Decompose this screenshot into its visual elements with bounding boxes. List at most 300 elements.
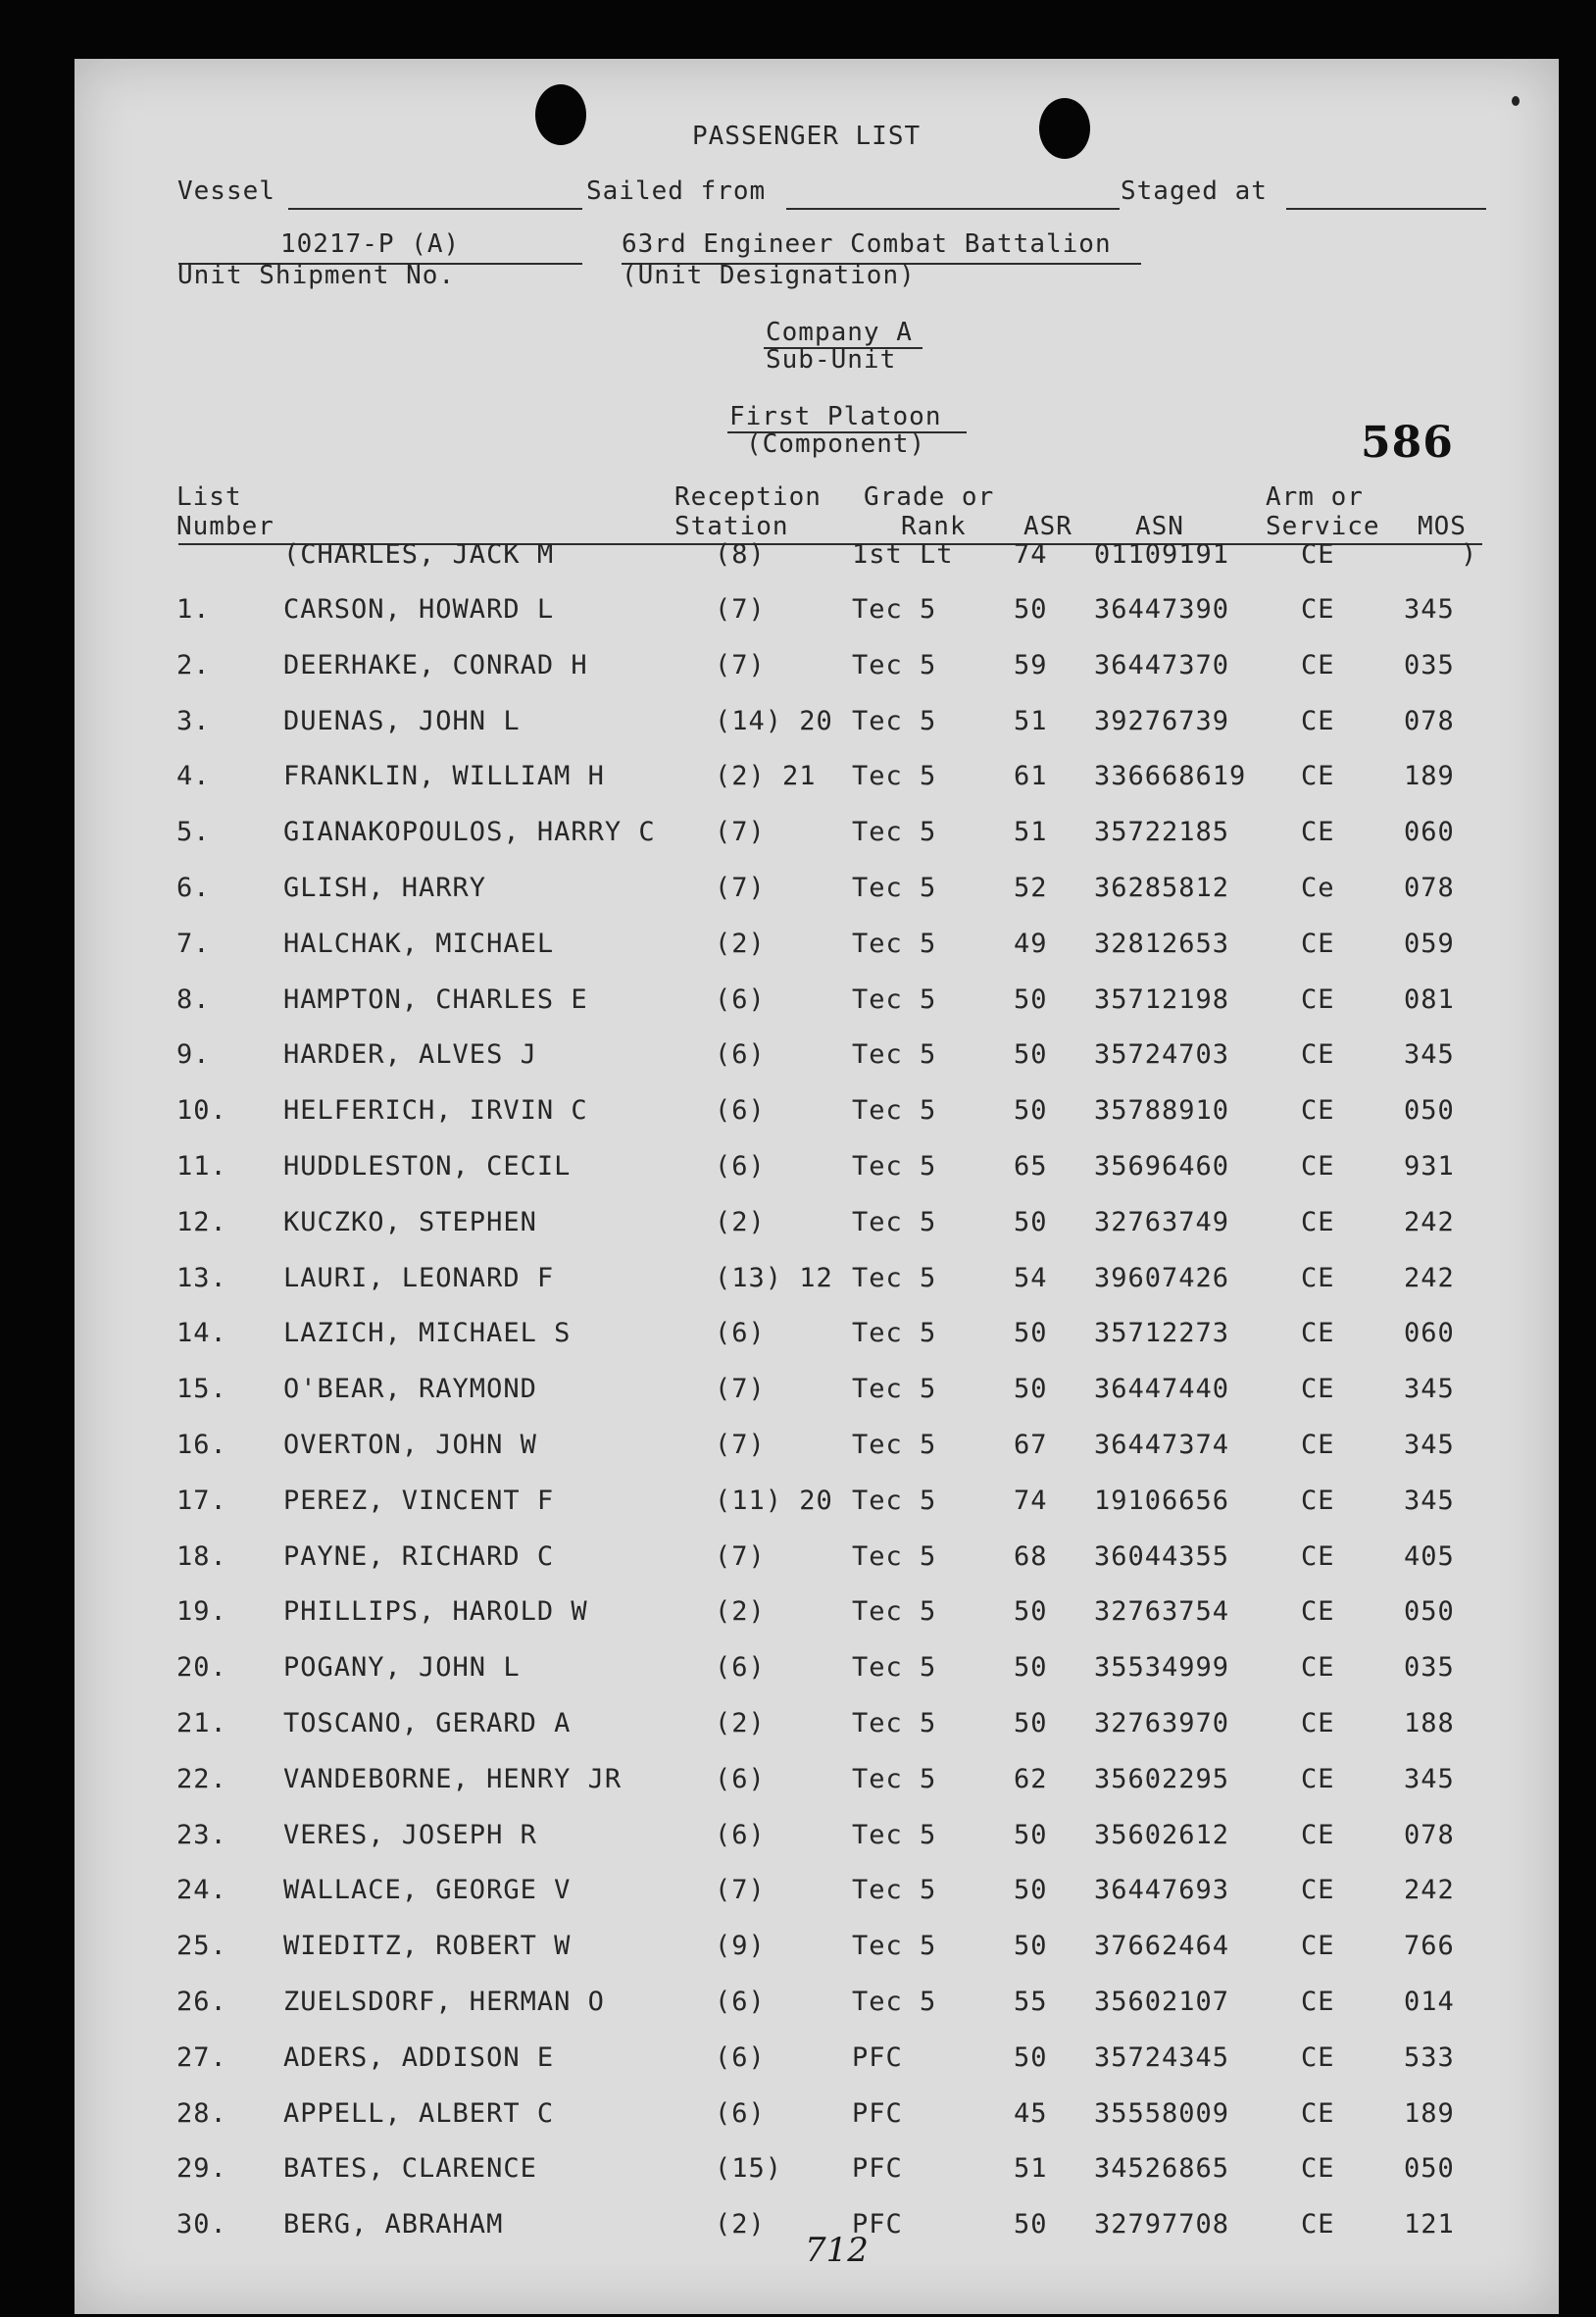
serial-number: 35712198 — [1094, 983, 1230, 1015]
serial-number: 35558009 — [1094, 2097, 1230, 2129]
grade-rank: Tec 5 — [852, 1206, 937, 1237]
serial-number: 36447693 — [1094, 1875, 1230, 1906]
arm-service: CE — [1301, 1987, 1335, 2017]
reception-station: (7) — [715, 1540, 766, 1572]
arm-service: CE — [1301, 1540, 1335, 1572]
arm-service: CE — [1301, 1485, 1335, 1516]
grade-rank: Tec 5 — [852, 1763, 937, 1794]
officer-grade: 1st Lt — [852, 539, 954, 570]
mos-code: 050 — [1404, 2153, 1455, 2185]
sub-unit: Company A — [766, 318, 913, 347]
table-row — [75, 2040, 1559, 2080]
asr-score: 51 — [1014, 2153, 1048, 2185]
serial-number: 34526865 — [1094, 2153, 1230, 2185]
table-row — [75, 1929, 1559, 1968]
reception-station: (11) 20 — [715, 1485, 833, 1516]
reception-station: (6) — [715, 1763, 766, 1794]
row-number: 15. — [176, 1374, 227, 1405]
asr-score: 50 — [1014, 1708, 1048, 1738]
passenger-name: BATES, CLARENCE — [283, 2153, 537, 2185]
row-number: 5. — [176, 817, 211, 848]
mos-code: 060 — [1404, 1318, 1455, 1349]
passenger-name: ZUELSDORF, HERMAN O — [283, 1987, 605, 2017]
grade-rank: Tec 5 — [852, 705, 937, 736]
passenger-name: HELFERICH, IRVIN C — [283, 1095, 588, 1127]
officer-arm: CE — [1301, 539, 1335, 570]
mos-code: 078 — [1404, 873, 1455, 903]
table-row — [75, 759, 1559, 798]
col-reception-station: Reception Station — [674, 482, 822, 541]
arm-service: CE — [1301, 2041, 1335, 2073]
vessel-field-line — [288, 208, 582, 210]
passenger-name: DEERHAKE, CONRAD H — [283, 649, 588, 680]
grade-rank: Tec 5 — [852, 817, 937, 848]
serial-number: 35602295 — [1094, 1763, 1230, 1794]
asr-score: 50 — [1014, 1819, 1048, 1850]
arm-service: CE — [1301, 1931, 1335, 1962]
unit-shipment-number: 10217-P (A) — [280, 229, 461, 259]
table-row — [75, 927, 1559, 966]
unit-designation: 63rd Engineer Combat Battalion — [622, 229, 1112, 259]
asr-score: 50 — [1014, 1206, 1048, 1237]
asr-score: 62 — [1014, 1763, 1048, 1794]
col-list-number: List Number — [176, 482, 274, 541]
passenger-name: HAMPTON, CHARLES E — [283, 983, 588, 1015]
punch-hole-left — [535, 84, 586, 145]
arm-service: CE — [1301, 1095, 1335, 1127]
asr-score: 50 — [1014, 594, 1048, 625]
staged-at-label: Staged at — [1121, 176, 1268, 206]
arm-service: CE — [1301, 1206, 1335, 1237]
mos-code: 345 — [1404, 1039, 1455, 1071]
table-row — [75, 648, 1559, 687]
serial-number: 19106656 — [1094, 1485, 1230, 1516]
passenger-name: FRANKLIN, WILLIAM H — [283, 761, 605, 792]
asr-score: 65 — [1014, 1151, 1048, 1182]
passenger-name: HALCHAK, MICHAEL — [283, 928, 555, 959]
passenger-name: APPELL, ALBERT C — [283, 2097, 555, 2129]
row-number: 12. — [176, 1206, 227, 1237]
passenger-name: WALLACE, GEORGE V — [283, 1875, 572, 1906]
reception-station: (6) — [715, 1095, 766, 1127]
mos-code: 014 — [1404, 1987, 1455, 2017]
table-row — [75, 982, 1559, 1022]
arm-service: CE — [1301, 983, 1335, 1015]
reception-station: (6) — [715, 1151, 766, 1182]
row-number: 7. — [176, 928, 211, 959]
asr-score: 49 — [1014, 928, 1048, 959]
arm-service: CE — [1301, 1318, 1335, 1349]
mos-code: 035 — [1404, 649, 1455, 680]
row-number: 24. — [176, 1875, 227, 1906]
arm-service: CE — [1301, 1430, 1335, 1460]
arm-service: CE — [1301, 594, 1335, 625]
arm-service: CE — [1301, 1708, 1335, 1738]
mos-code: 050 — [1404, 1095, 1455, 1127]
arm-service: Ce — [1301, 873, 1335, 903]
table-row — [75, 1706, 1559, 1745]
mos-code: 345 — [1404, 1763, 1455, 1794]
serial-number: 37662464 — [1094, 1931, 1230, 1962]
passenger-name: CARSON, HOWARD L — [283, 594, 555, 625]
row-number: 26. — [176, 1987, 227, 2017]
grade-rank: Tec 5 — [852, 649, 937, 680]
grade-rank: Tec 5 — [852, 1262, 937, 1293]
serial-number: 35602107 — [1094, 1987, 1230, 2017]
passenger-name: VANDEBORNE, HENRY JR — [283, 1763, 623, 1794]
sub-unit-label: Sub-Unit — [766, 345, 897, 375]
table-row — [75, 1650, 1559, 1689]
col-mos: MOS — [1418, 512, 1467, 541]
grade-rank: Tec 5 — [852, 1318, 937, 1349]
serial-number: 35534999 — [1094, 1652, 1230, 1684]
staged-at-field-line — [1286, 208, 1486, 210]
reception-station: (2) 21 — [715, 761, 817, 792]
serial-number: 32763754 — [1094, 1596, 1230, 1628]
arm-service: CE — [1301, 2209, 1335, 2241]
row-number: 16. — [176, 1430, 227, 1460]
mos-code: 345 — [1404, 1485, 1455, 1516]
row-number: 3. — [176, 705, 211, 736]
reception-station: (2) — [715, 928, 766, 959]
asr-score: 50 — [1014, 1596, 1048, 1628]
arm-service: CE — [1301, 705, 1335, 736]
mos-code: 060 — [1404, 817, 1455, 848]
serial-number: 36447370 — [1094, 649, 1230, 680]
reception-station: (6) — [715, 1819, 766, 1850]
officer-reception: (8) — [715, 539, 766, 570]
asr-score: 50 — [1014, 1652, 1048, 1684]
asr-score: 55 — [1014, 1987, 1048, 2017]
row-number: 4. — [176, 761, 211, 792]
mos-code: 242 — [1404, 1875, 1455, 1906]
table-row — [75, 1873, 1559, 1912]
reception-station: (6) — [715, 2097, 766, 2129]
officer-asr: 74 — [1014, 539, 1048, 570]
sailed-from-label: Sailed from — [586, 176, 767, 206]
unit-designation-label: (Unit Designation) — [622, 261, 916, 290]
asr-score: 50 — [1014, 2209, 1048, 2241]
serial-number: 32763749 — [1094, 1206, 1230, 1237]
table-row — [75, 1762, 1559, 1801]
row-number: 29. — [176, 2153, 227, 2185]
passenger-name: KUCZKO, STEPHEN — [283, 1206, 537, 1237]
component-label: (Component) — [746, 429, 926, 459]
arm-service: CE — [1301, 649, 1335, 680]
asr-score: 61 — [1014, 761, 1048, 792]
table-row — [75, 1372, 1559, 1411]
asr-score: 50 — [1014, 983, 1048, 1015]
asr-score: 68 — [1014, 1540, 1048, 1572]
reception-station: (6) — [715, 1652, 766, 1684]
serial-number: 35602612 — [1094, 1819, 1230, 1850]
table-row — [75, 1484, 1559, 1523]
passenger-name: PHILLIPS, HAROLD W — [283, 1596, 588, 1628]
table-row-officer — [75, 537, 1559, 577]
table-row — [75, 1037, 1559, 1077]
arm-service: CE — [1301, 1875, 1335, 1906]
mos-code: 121 — [1404, 2209, 1455, 2241]
passenger-name: DUENAS, JOHN L — [283, 705, 521, 736]
reception-station: (7) — [715, 873, 766, 903]
mos-code: 035 — [1404, 1652, 1455, 1684]
grade-rank: Tec 5 — [852, 1652, 937, 1684]
row-number: 14. — [176, 1318, 227, 1349]
serial-number: 35712273 — [1094, 1318, 1230, 1349]
grade-rank: Tec 5 — [852, 594, 937, 625]
arm-service: CE — [1301, 1763, 1335, 1794]
punch-hole-right — [1039, 98, 1090, 159]
row-number: 28. — [176, 2097, 227, 2129]
arm-service: CE — [1301, 1039, 1335, 1071]
row-number: 27. — [176, 2041, 227, 2073]
reception-station: (2) — [715, 1206, 766, 1237]
serial-number: 36447440 — [1094, 1374, 1230, 1405]
page-number-stamp: 586 — [1361, 418, 1454, 468]
arm-service: CE — [1301, 2153, 1335, 2185]
mos-code: 081 — [1404, 983, 1455, 1015]
arm-service: CE — [1301, 1819, 1335, 1850]
table-row — [75, 1093, 1559, 1133]
arm-service: CE — [1301, 2097, 1335, 2129]
row-number: 17. — [176, 1485, 227, 1516]
grade-rank: Tec 5 — [852, 983, 937, 1015]
serial-number: 36447390 — [1094, 594, 1230, 625]
handwritten-note: 712 — [805, 2231, 869, 2270]
passenger-name: LAZICH, MICHAEL S — [283, 1318, 572, 1349]
reception-station: (7) — [715, 1374, 766, 1405]
serial-number: 336668619 — [1094, 761, 1247, 792]
arm-service: CE — [1301, 1652, 1335, 1684]
sailed-from-field-line — [786, 208, 1120, 210]
mos-code: 242 — [1404, 1206, 1455, 1237]
serial-number: 39276739 — [1094, 705, 1230, 736]
table-row — [75, 1428, 1559, 1467]
table-row — [75, 592, 1559, 631]
serial-number: 35724345 — [1094, 2041, 1230, 2073]
grade-rank: Tec 5 — [852, 1540, 937, 1572]
serial-number: 36285812 — [1094, 873, 1230, 903]
mos-code: 345 — [1404, 1374, 1455, 1405]
table-row — [75, 1818, 1559, 1857]
mos-code: 242 — [1404, 1262, 1455, 1293]
col-grade-rank: Grade or Rank — [864, 482, 995, 541]
row-number: 10. — [176, 1095, 227, 1127]
passenger-name: HARDER, ALVES J — [283, 1039, 537, 1071]
grade-rank: Tec 5 — [852, 1931, 937, 1962]
asr-score: 54 — [1014, 1262, 1048, 1293]
asr-score: 50 — [1014, 1931, 1048, 1962]
asr-score: 50 — [1014, 2041, 1048, 2073]
mos-code: 189 — [1404, 761, 1455, 792]
passenger-name: PAYNE, RICHARD C — [283, 1540, 555, 1572]
passenger-name: GIANAKOPOULOS, HARRY C — [283, 817, 656, 848]
table-row — [75, 1594, 1559, 1634]
passenger-name: VERES, JOSEPH R — [283, 1819, 537, 1850]
mos-code: 345 — [1404, 1430, 1455, 1460]
asr-score: 45 — [1014, 2097, 1048, 2129]
grade-rank: Tec 5 — [852, 1039, 937, 1071]
reception-station: (7) — [715, 649, 766, 680]
arm-service: CE — [1301, 1151, 1335, 1182]
row-number: 1. — [176, 594, 211, 625]
grade-rank: Tec 5 — [852, 1430, 937, 1460]
passenger-name: ADERS, ADDISON E — [283, 2041, 555, 2073]
reception-station: (9) — [715, 1931, 766, 1962]
reception-station: (7) — [715, 1875, 766, 1906]
passenger-name: GLISH, HARRY — [283, 873, 487, 903]
reception-station: (2) — [715, 2209, 766, 2241]
serial-number: 35722185 — [1094, 817, 1230, 848]
reception-station: (7) — [715, 1430, 766, 1460]
serial-number: 32812653 — [1094, 928, 1230, 959]
grade-rank: Tec 5 — [852, 1095, 937, 1127]
grade-rank: Tec 5 — [852, 1374, 937, 1405]
grade-rank: PFC — [852, 2153, 903, 2185]
serial-number: 39607426 — [1094, 1262, 1230, 1293]
reception-station: (6) — [715, 1318, 766, 1349]
mos-code: 345 — [1404, 594, 1455, 625]
table-row — [75, 815, 1559, 854]
passenger-name: TOSCANO, GERARD A — [283, 1708, 572, 1738]
row-number: 6. — [176, 873, 211, 903]
grade-rank: Tec 5 — [852, 1708, 937, 1738]
row-number: 13. — [176, 1262, 227, 1293]
officer-mos: ) — [1461, 539, 1478, 570]
grade-rank: PFC — [852, 2097, 903, 2129]
reception-station: (6) — [715, 2041, 766, 2073]
grade-rank: Tec 5 — [852, 1819, 937, 1850]
table-row — [75, 871, 1559, 910]
reception-station: (7) — [715, 817, 766, 848]
officer-asn: 01109191 — [1094, 539, 1230, 570]
table-row — [75, 1205, 1559, 1244]
row-number: 18. — [176, 1540, 227, 1572]
row-number: 2. — [176, 649, 211, 680]
table-row — [75, 1261, 1559, 1300]
row-number: 30. — [176, 2209, 227, 2241]
unit-shipment-label: Unit Shipment No. — [177, 261, 456, 290]
page-title: PASSENGER LIST — [692, 122, 922, 151]
mos-code: 405 — [1404, 1540, 1455, 1572]
mos-code: 078 — [1404, 705, 1455, 736]
asr-score: 50 — [1014, 1875, 1048, 1906]
col-asn: ASN — [1135, 512, 1184, 541]
reception-station: (2) — [715, 1708, 766, 1738]
speck-mark — [1512, 96, 1520, 106]
asr-score: 50 — [1014, 1374, 1048, 1405]
row-number: 9. — [176, 1039, 211, 1071]
grade-rank: Tec 5 — [852, 1151, 937, 1182]
reception-station: (2) — [715, 1596, 766, 1628]
grade-rank: Tec 5 — [852, 873, 937, 903]
reception-station: (6) — [715, 1039, 766, 1071]
serial-number: 35724703 — [1094, 1039, 1230, 1071]
table-row — [75, 704, 1559, 743]
passenger-name: PEREZ, VINCENT F — [283, 1485, 555, 1516]
document-page — [75, 59, 1559, 2314]
arm-service: CE — [1301, 1596, 1335, 1628]
reception-station: (6) — [715, 983, 766, 1015]
passenger-name: OVERTON, JOHN W — [283, 1430, 537, 1460]
arm-service: CE — [1301, 928, 1335, 959]
component: First Platoon — [729, 402, 942, 431]
reception-station: (6) — [715, 1987, 766, 2017]
arm-service: CE — [1301, 1262, 1335, 1293]
serial-number: 36044355 — [1094, 1540, 1230, 1572]
mos-code: 050 — [1404, 1596, 1455, 1628]
mos-code: 931 — [1404, 1151, 1455, 1182]
mos-code: 078 — [1404, 1819, 1455, 1850]
grade-rank: Tec 5 — [852, 1485, 937, 1516]
grade-rank: Tec 5 — [852, 928, 937, 959]
col-asr: ASR — [1023, 512, 1072, 541]
serial-number: 36447374 — [1094, 1430, 1230, 1460]
serial-number: 32763970 — [1094, 1708, 1230, 1738]
passenger-name: POGANY, JOHN L — [283, 1652, 521, 1684]
mos-code: 189 — [1404, 2097, 1455, 2129]
table-row — [75, 2096, 1559, 2136]
asr-score: 67 — [1014, 1430, 1048, 1460]
row-number: 11. — [176, 1151, 227, 1182]
grade-rank: Tec 5 — [852, 761, 937, 792]
arm-service: CE — [1301, 817, 1335, 848]
reception-station: (13) 12 — [715, 1262, 833, 1293]
asr-score: 51 — [1014, 817, 1048, 848]
grade-rank: Tec 5 — [852, 1987, 937, 2017]
col-arm-service: Arm or Service — [1266, 482, 1380, 541]
asr-score: 50 — [1014, 1095, 1048, 1127]
passenger-name: LAURI, LEONARD F — [283, 1262, 555, 1293]
serial-number: 35696460 — [1094, 1151, 1230, 1182]
mos-code: 533 — [1404, 2041, 1455, 2073]
serial-number: 32797708 — [1094, 2209, 1230, 2241]
grade-rank: PFC — [852, 2209, 903, 2241]
passenger-name: HUDDLESTON, CECIL — [283, 1151, 572, 1182]
table-row — [75, 1316, 1559, 1355]
asr-score: 59 — [1014, 649, 1048, 680]
asr-score: 74 — [1014, 1485, 1048, 1516]
grade-rank: Tec 5 — [852, 1596, 937, 1628]
asr-score: 52 — [1014, 873, 1048, 903]
mos-code: 188 — [1404, 1708, 1455, 1738]
reception-station: (14) 20 — [715, 705, 833, 736]
table-row — [75, 2151, 1559, 2191]
row-number: 22. — [176, 1763, 227, 1794]
row-number: 20. — [176, 1652, 227, 1684]
passenger-name: WIEDITZ, ROBERT W — [283, 1931, 572, 1962]
table-row — [75, 1985, 1559, 2024]
passenger-name: BERG, ABRAHAM — [283, 2209, 504, 2241]
row-number: 8. — [176, 983, 211, 1015]
reception-station: (7) — [715, 594, 766, 625]
officer-name: (CHARLES, JACK M — [283, 539, 555, 570]
serial-number: 35788910 — [1094, 1095, 1230, 1127]
passenger-name: O'BEAR, RAYMOND — [283, 1374, 537, 1405]
asr-score: 51 — [1014, 705, 1048, 736]
row-number: 23. — [176, 1819, 227, 1850]
vessel-label: Vessel — [177, 176, 275, 206]
row-number: 25. — [176, 1931, 227, 1962]
grade-rank: PFC — [852, 2041, 903, 2073]
asr-score: 50 — [1014, 1318, 1048, 1349]
mos-code: 059 — [1404, 928, 1455, 959]
asr-score: 50 — [1014, 1039, 1048, 1071]
arm-service: CE — [1301, 1374, 1335, 1405]
arm-service: CE — [1301, 761, 1335, 792]
reception-station: (15) — [715, 2153, 783, 2185]
grade-rank: Tec 5 — [852, 1875, 937, 1906]
